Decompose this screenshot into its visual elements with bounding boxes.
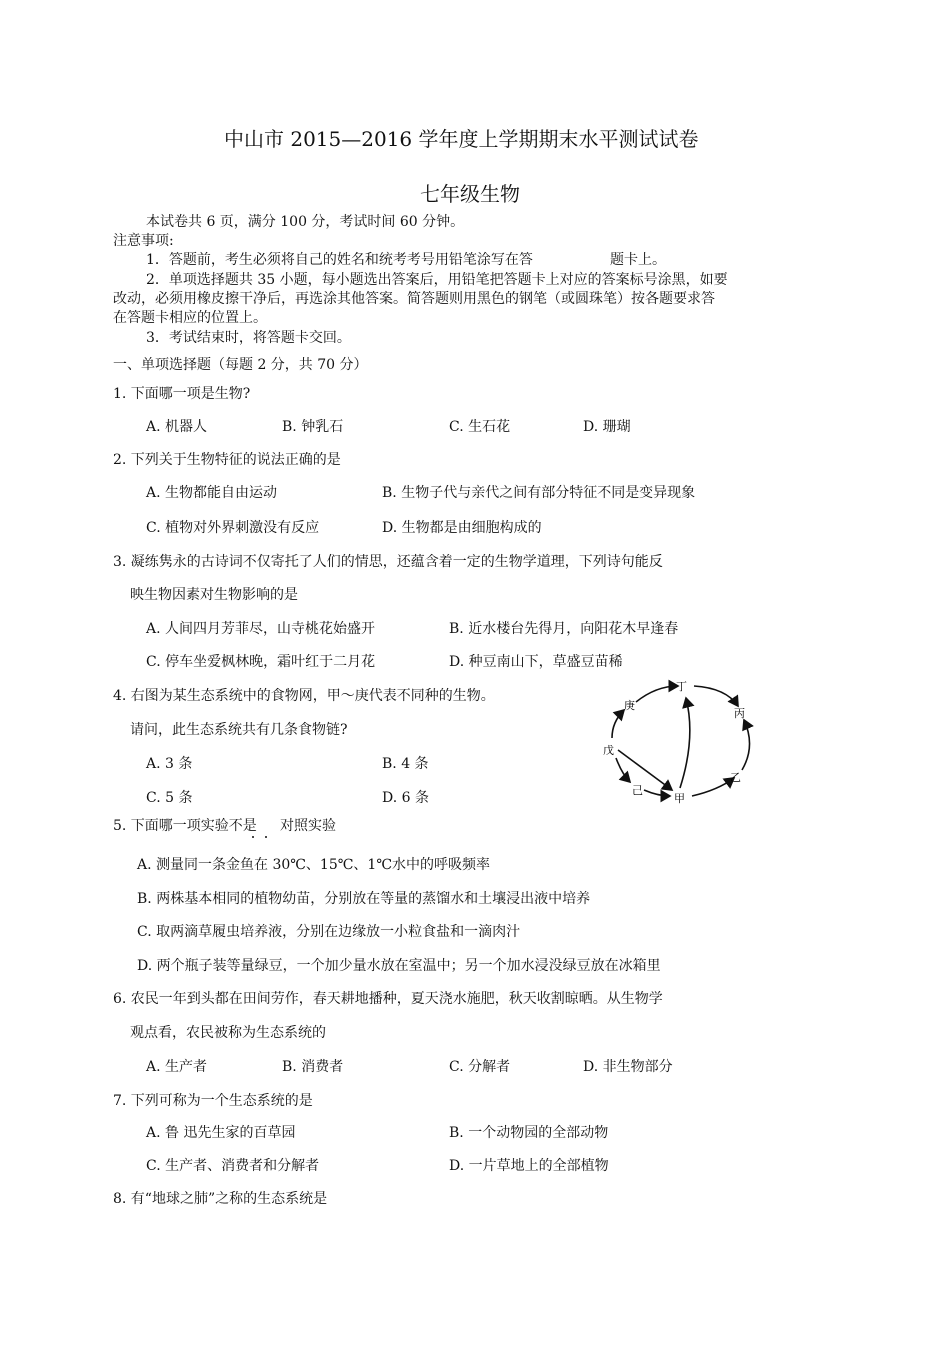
node-geng: 庚 (624, 699, 635, 712)
q6-option-d: D. 非生物部分 (583, 1059, 673, 1075)
q2-option-a: A. 生物都能自由运动 (146, 485, 278, 501)
q8-stem: 8. 有“地球之肺”之称的生态系统是 (113, 1191, 328, 1207)
notice-heading: 注意事项: (113, 233, 174, 249)
arrow-ji-jia (644, 790, 670, 796)
q1-stem: 1. 下面哪一项是生物? (113, 386, 251, 402)
arrow-jia-ding (680, 698, 690, 788)
node-yi: 乙 (730, 771, 741, 784)
exam-intro: 本试卷共 6 页，满分 100 分，考试时间 60 分钟。 (146, 214, 465, 230)
node-jia: 甲 (674, 792, 685, 805)
emphasis-dot (252, 836, 254, 838)
q2-stem: 2. 下列关于生物特征的说法正确的是 (113, 452, 341, 468)
node-ji: 己 (632, 784, 643, 797)
q1-option-b: B. 钟乳石 (282, 419, 344, 435)
q3-option-b: B. 近水楼台先得月，向阳花木早逢春 (449, 621, 679, 637)
arrow-jia-yi (692, 778, 734, 796)
q4-stem-line1: 4. 右图为某生态系统中的食物网，甲～庚代表不同种的生物。 (113, 688, 495, 704)
q3-stem-line2: 映生物因素对生物影响的是 (130, 587, 298, 603)
emphasis-dot (265, 836, 267, 838)
arrow-wu-ji (616, 758, 630, 782)
q4-option-c: C. 5 条 (146, 790, 193, 806)
q7-option-a: A. 鲁 迅先生家的百草园 (146, 1125, 296, 1141)
exam-subtitle: 七年级生物 (420, 182, 520, 206)
q1-option-d: D. 珊瑚 (583, 419, 631, 435)
notice-1b: 题卡上。 (610, 252, 666, 268)
notice-3: 3．考试结束时，将答题卡交回。 (146, 330, 351, 346)
q6-option-b: B. 消费者 (282, 1059, 344, 1075)
q4-option-a: A. 3 条 (146, 756, 193, 772)
notice-2a: 2．单项选择题共 35 小题，每小题选出答案后，用铅笔把答题卡上对应的答案标号涂黑，如要 (146, 272, 728, 288)
arrow-geng-ding (636, 686, 678, 702)
q3-option-c: C. 停车坐爱枫林晚，霜叶红于二月花 (146, 654, 376, 670)
q7-option-b: B. 一个动物园的全部动物 (449, 1125, 609, 1141)
q5-option-c: C. 取两滴草履虫培养液，分别在边缘放一小粒食盐和一滴肉汁 (137, 924, 521, 940)
q3-option-a: A. 人间四月芳菲尽，山寺桃花始盛开 (146, 621, 376, 637)
q4-stem-line2: 请问，此生态系统共有几条食物链? (130, 722, 348, 738)
q1-option-c: C. 生石花 (449, 419, 511, 435)
q4-option-b: B. 4 条 (382, 756, 429, 772)
q2-option-d: D. 生物都是由细胞构成的 (382, 520, 542, 536)
q3-option-d: D. 种豆南山下，草盛豆苗稀 (449, 654, 623, 670)
food-web-diagram (598, 678, 763, 813)
q3-stem-line1: 3. 凝练隽永的古诗词不仅寄托了人们的情思，还蕴含着一定的生物学道理，下列诗句能反 (113, 554, 663, 570)
q6-stem-line2: 观点看，农民被称为生态系统的 (130, 1025, 326, 1041)
q5-stem-part2: 对照实验 (280, 818, 336, 834)
q5-option-a: A. 测量同一条金鱼在 30℃、15℃、1℃水中的呼吸频率 (137, 857, 490, 873)
arrow-wu-geng (612, 710, 624, 738)
notice-2c: 在答题卡相应的位置上。 (113, 310, 267, 326)
q2-option-c: C. 植物对外界刺激没有反应 (146, 520, 320, 536)
q2-option-b: B. 生物子代与亲代之间有部分特征不同是变异现象 (382, 485, 696, 501)
q4-option-d: D. 6 条 (382, 790, 429, 806)
q7-option-c: C. 生产者、消费者和分解者 (146, 1158, 320, 1174)
q6-stem-line1: 6. 农民一年到头都在田间劳作，春天耕地播种，夏天浇水施肥，秋天收割晾晒。从生物学 (113, 991, 663, 1007)
node-bing: 丙 (734, 707, 745, 720)
exam-title: 中山市 2015—2016 学年度上学期期末水平测试试卷 (224, 127, 699, 151)
node-wu: 戊 (603, 744, 614, 757)
arrow-yi-bing (742, 720, 750, 770)
arrow-wu-jia (618, 750, 672, 790)
q7-option-d: D. 一片草地上的全部植物 (449, 1158, 609, 1174)
notice-2b: 改动，必须用橡皮擦干净后，再选涂其他答案。简答题则用黑色的钢笔（或圆珠笔）按各题要求答 (113, 291, 715, 307)
arrow-ding-bing (694, 686, 738, 706)
q5-option-b: B. 两株基本相同的植物幼苗，分别放在等量的蒸馏水和土壤浸出液中培养 (137, 891, 591, 907)
q7-stem: 7. 下列可称为一个生态系统的是 (113, 1093, 313, 1109)
q1-option-a: A. 机器人 (146, 419, 208, 435)
q6-option-c: C. 分解者 (449, 1059, 511, 1075)
notice-1a: 1．答题前，考生必须将自己的姓名和统考考号用铅笔涂写在答 (146, 252, 533, 268)
q5-option-d: D. 两个瓶子装等量绿豆，一个加少量水放在室温中；另一个加水浸没绿豆放在冰箱里 (137, 958, 661, 974)
section-heading: 一、单项选择题（每题 2 分，共 70 分） (113, 357, 368, 373)
q5-stem-part1: 5. 下面哪一项实验不是 (113, 818, 257, 834)
node-ding: 丁 (676, 680, 687, 693)
q6-option-a: A. 生产者 (146, 1059, 208, 1075)
